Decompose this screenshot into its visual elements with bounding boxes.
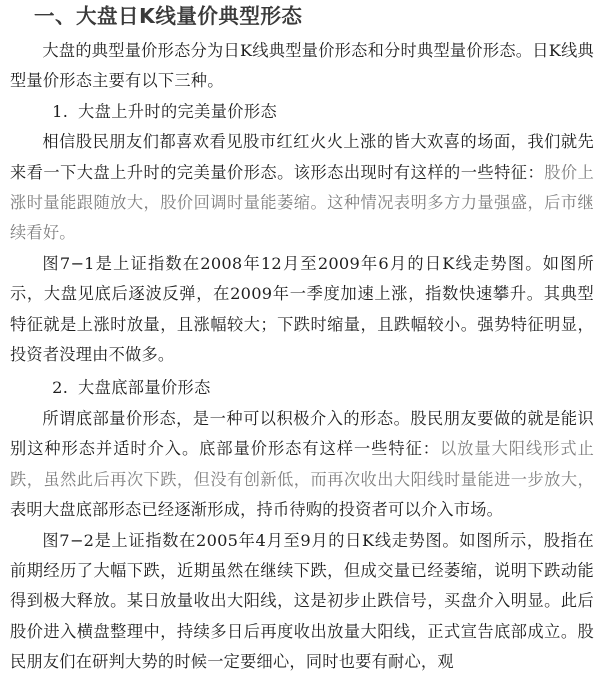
- paragraph-figure-7-1: 图7−1是上证指数在2008年12月至2009年6月的日K线走势图。如图所示，大盘见底后逐波反弹，在2009年一季度加速上涨，指数快速攀升。其典型特征就是上涨时放量，且涨幅较大；下跌时缩量，且跌幅较小。强势特征明显，投资者没理由不做多。: [10, 253, 594, 365]
- paragraph-bottom-features: 以放量大阳线形式止跌，虽然此后再次下跌，但没有创新低，而再次收出大阳线时量能进一步放大，: [10, 439, 595, 489]
- paragraph-rising-pattern: [10, 127, 594, 249]
- section-title: 一、大盘日K线量价典型形态: [34, 4, 303, 28]
- subsection-heading-2: [10, 373, 594, 403]
- subsection-heading-1: [10, 97, 594, 127]
- intro-paragraph: 大盘的典型量价形态分为日K线典型量价形态和分时典型量价形态。日K线典型量价形态主要有以下三种。: [10, 41, 594, 91]
- paragraph-rising-text: 相信股民朋友们都喜欢看见股市红红火火上涨的皆大欢喜的场面，我们就先来看一下大盘上升时的完美量价形态。该形态出现时有这样的一些特征：: [10, 132, 594, 182]
- subsection-number-1: 1.: [52, 101, 69, 121]
- subsection-title-1: 大盘上升时的完美量价形态: [78, 101, 278, 121]
- paragraph-bottom-pattern: [10, 404, 594, 526]
- subsection-number-2: 2.: [52, 378, 69, 398]
- paragraph-figure-7-2: 图7−2是上证指数在2005年4月至9月的日K线走势图。如图所示，股指在前期经历了大幅下跌，近期虽然在继续下跌，但成交量已经萎缩，说明下跌动能得到极大释放。某日放量收出大阳线，这是初步止跌信号，买盘介入明显。此后股价进入横盘整理中，持续多日后再度收出放量大阳线，正式宣告底部成立。股民朋友们在研判大势的时候一定要细心，同时也要有耐心，观: [10, 530, 594, 672]
- paragraph-bottom-text: 所谓底部量价形态，是一种可以积极介入的形态。股民朋友要做的就是能识别这种形态并适时介入。底部量价形态有这样一些特征：: [10, 408, 594, 459]
- paragraph-rising-features: 股价上涨时量能跟随放大，股价回调时量能萎缩。这种情况表明多方力量强盛，后市继续看好。: [10, 162, 595, 243]
- subsection-title-2: 大盘底部量价形态: [78, 378, 211, 398]
- paragraph-bottom-tail: 表明大盘底部形态已经逐渐形成，持币待购的投资者可以介入市场。: [10, 500, 504, 520]
